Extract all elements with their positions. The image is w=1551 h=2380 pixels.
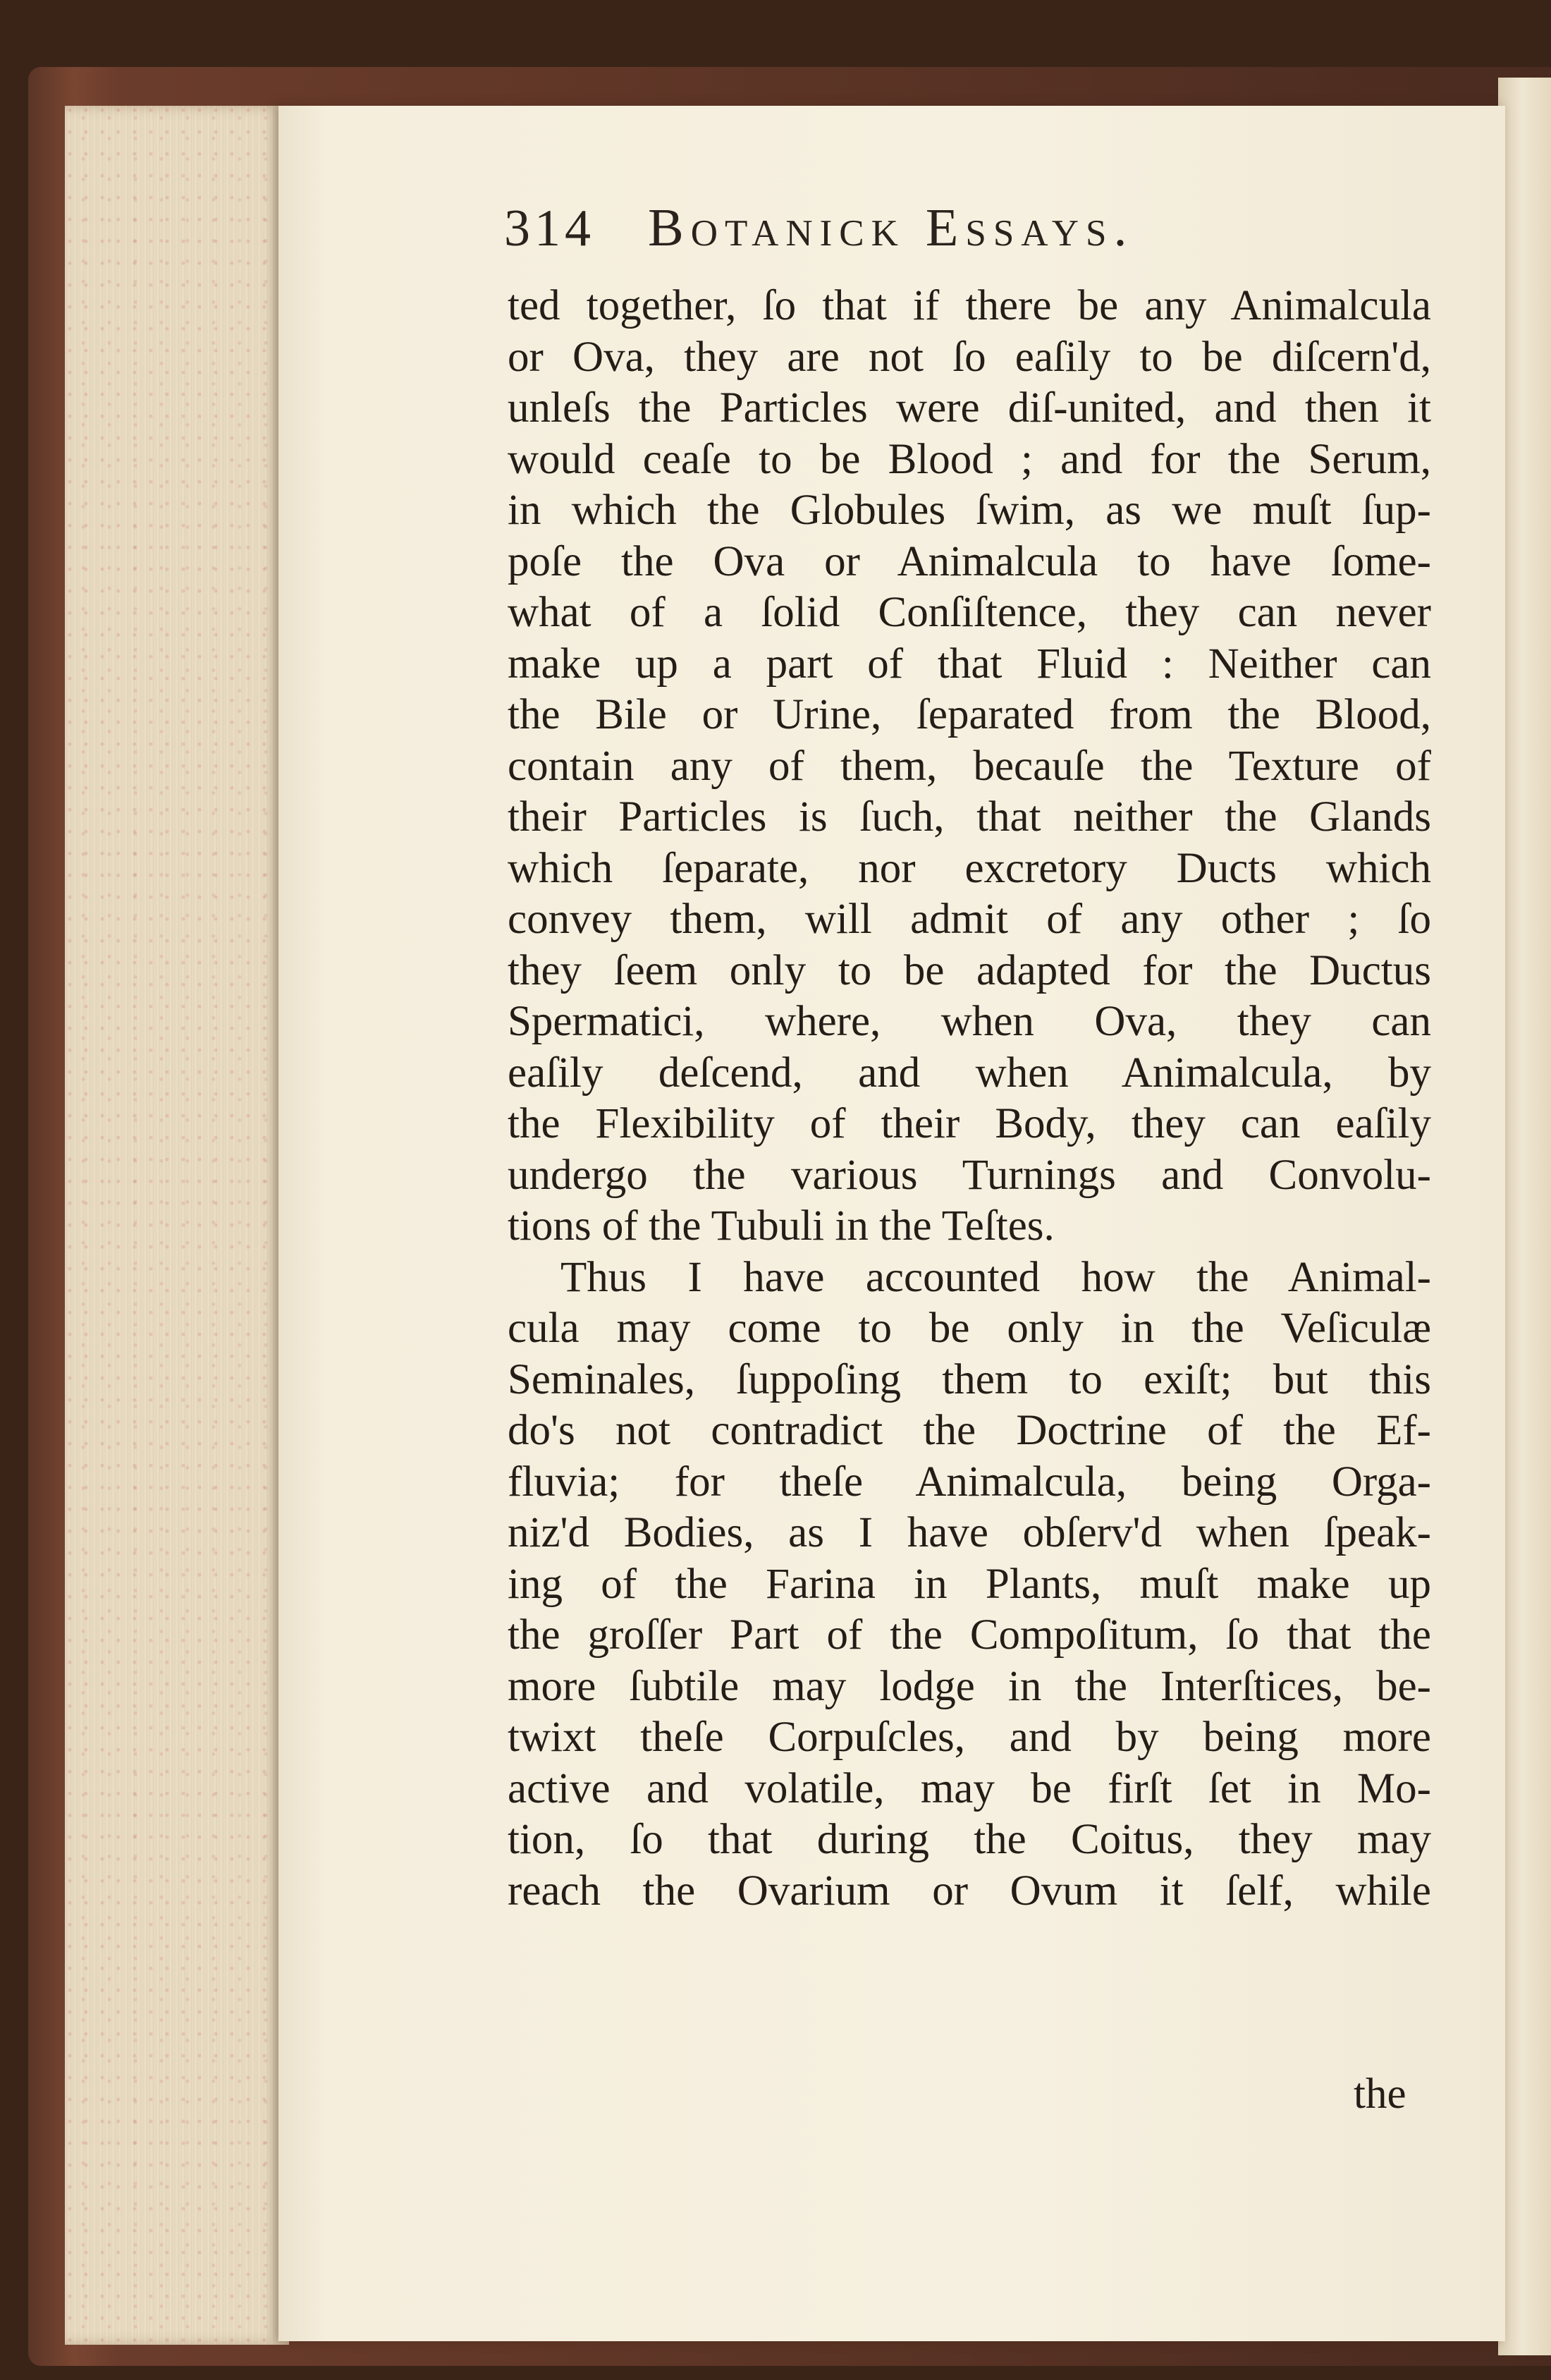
- text-line: Thus I have accounted how the Animal-: [560, 1253, 1431, 1301]
- text-line: undergo the various Turnings and Convolu-: [508, 1151, 1431, 1199]
- text-line: cula may come to be only in the Veſiculæ: [508, 1305, 1431, 1352]
- text-line: the groſſer Part of the Compoſitum, ſo that the: [508, 1611, 1431, 1659]
- text-line: what of a ſolid Conſiſtence, they can never: [508, 589, 1431, 636]
- text-line: contain any of them, becauſe the Texture of: [508, 742, 1431, 790]
- text-line: their Particles is ſuch, that neither the Glands: [508, 793, 1431, 841]
- facing-page-edge: [1498, 78, 1551, 2355]
- page-number: 314: [504, 200, 595, 257]
- running-head: Botanick Essays.: [648, 198, 1134, 257]
- page-header: [504, 197, 1435, 275]
- text-line: unleſs the Particles were diſ-united, and then it: [508, 384, 1431, 432]
- text-line: ing of the Farina in Plants, muſt make up: [508, 1560, 1431, 1608]
- text-line: convey them, will admit of any other ; ſo: [508, 896, 1431, 943]
- text-line: Spermatici, where, when Ova, they can: [508, 998, 1431, 1045]
- text-line: which ſeparate, nor excretory Ducts which: [508, 844, 1431, 892]
- text-line: twixt theſe Corpuſcles, and by being more: [508, 1714, 1431, 1761]
- text-line: more ſubtile may lodge in the Interſtices, be-: [508, 1662, 1431, 1710]
- text-line: eaſily deſcend, and when Animalcula, by: [508, 1049, 1431, 1097]
- text-line: fluvia; for theſe Animalcula, being Orga-: [508, 1458, 1431, 1506]
- text-line: tions of the Tubuli in the Teſtes.: [508, 1202, 1055, 1250]
- text-line: active and volatile, may be firſt ſet in Mo-: [508, 1764, 1431, 1812]
- text-line: or Ova, they are not ſo eaſily to be diſcern'd,: [508, 333, 1431, 381]
- text-line: the Flexibility of their Body, they can eaſily: [508, 1100, 1431, 1147]
- text-line: Seminales, ſuppoſing them to exiſt; but this: [508, 1355, 1431, 1403]
- body-text: [508, 281, 1431, 1917]
- catchword: the: [1354, 2070, 1406, 2118]
- text-line: ted together, ſo that if there be any Animalcula: [508, 282, 1431, 329]
- text-line: in which the Globules ſwim, as we muſt ſup-: [508, 487, 1431, 534]
- text-line: would ceaſe to be Blood ; and for the Serum,: [508, 435, 1431, 483]
- text-line: make up a part of that Fluid : Neither can: [508, 640, 1431, 688]
- text-line: they ſeem only to be adapted for the Ductus: [508, 946, 1431, 994]
- text-line: tion, ſo that during the Coitus, they may: [508, 1816, 1431, 1863]
- text-line: the Bile or Urine, ſeparated from the Blood,: [508, 691, 1431, 738]
- page-edges: [65, 106, 289, 2345]
- text-line: do's not contradict the Doctrine of the Ef-: [508, 1407, 1431, 1454]
- text-line: niz'd Bodies, as I have obſerv'd when ſpeak-: [508, 1509, 1431, 1556]
- text-line: reach the Ovarium or Ovum it ſelf, while: [508, 1867, 1431, 1915]
- text-line: poſe the Ova or Animalcula to have ſome-: [508, 537, 1431, 585]
